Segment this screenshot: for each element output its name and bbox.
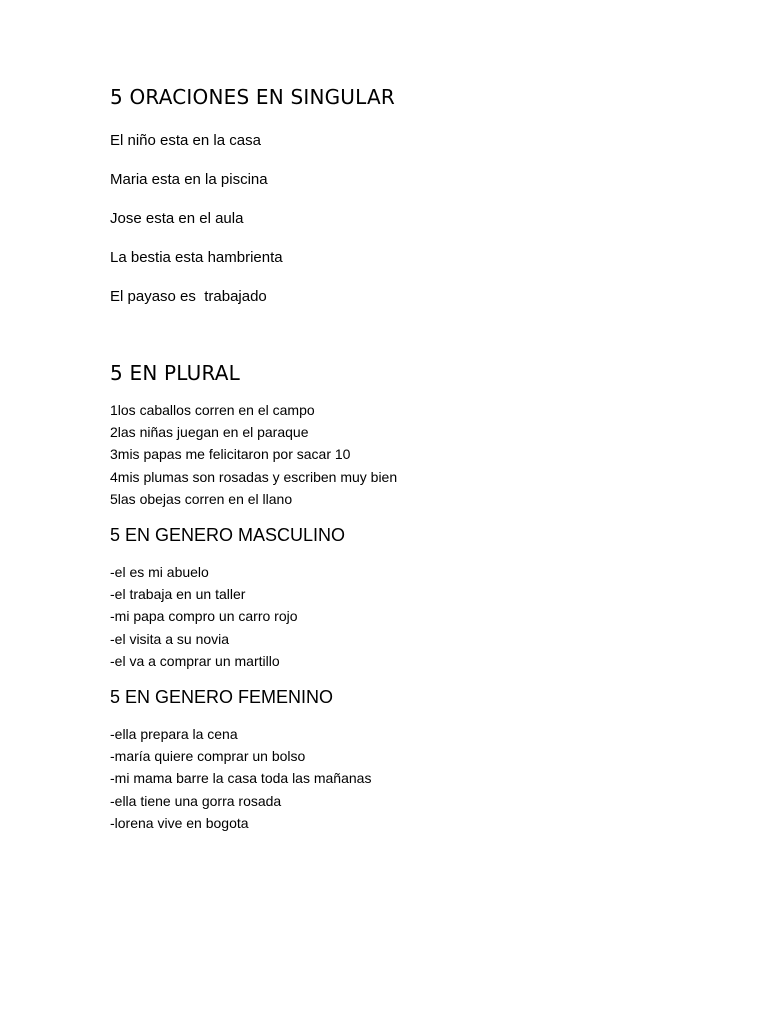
singular-sentence-5: El payaso es trabajado: [110, 288, 267, 305]
singular-sentence-2: Maria esta en la piscina: [110, 171, 268, 188]
singular-sentence-1: El niño esta en la casa: [110, 132, 261, 149]
femenino-list: [110, 723, 371, 834]
heading-masculino: 5 EN GENERO MASCULINO: [110, 525, 346, 545]
singular-sentence-3: Jose esta en el aula: [110, 210, 244, 227]
masculino-list: [110, 561, 298, 672]
heading-plural: 5 EN PLURAL: [110, 361, 240, 385]
plural-item-3: 3mis papas me felicitaron por sacar 10: [110, 446, 351, 463]
femenino-item-5: -lorena vive en bogota: [110, 814, 249, 831]
masculino-item-2: -el trabaja en un taller: [110, 586, 246, 603]
masculino-item-4: -el visita a su novia: [110, 630, 230, 647]
masculino-item-1: -el es mi abuelo: [110, 564, 209, 580]
masculino-item-5: -el va a comprar un martillo: [110, 652, 280, 669]
plural-item-1: 1los caballos corren en el campo: [110, 402, 315, 418]
masculino-item-3: -mi papa compro un carro rojo: [110, 608, 298, 625]
femenino-item-1: -ella prepara la cena: [110, 726, 238, 742]
plural-item-4: 4mis plumas son rosadas y escriben muy bien: [110, 468, 398, 485]
femenino-item-4: -ella tiene una gorra rosada: [110, 792, 282, 809]
femenino-item-3: -mi mama barre la casa toda las mañanas: [110, 770, 372, 787]
plural-item-2: 2las niñas juegan en el paraque: [110, 424, 309, 441]
singular-sentence-4: La bestia esta hambrienta: [110, 249, 283, 266]
plural-list: [110, 399, 397, 510]
heading-singular: 5 ORACIONES EN SINGULAR: [110, 85, 395, 109]
heading-femenino: 5 EN GENERO FEMENINO: [110, 687, 334, 707]
plural-item-5: 5las obejas corren en el llano: [110, 490, 293, 507]
femenino-item-2: -maría quiere comprar un bolso: [110, 748, 306, 765]
